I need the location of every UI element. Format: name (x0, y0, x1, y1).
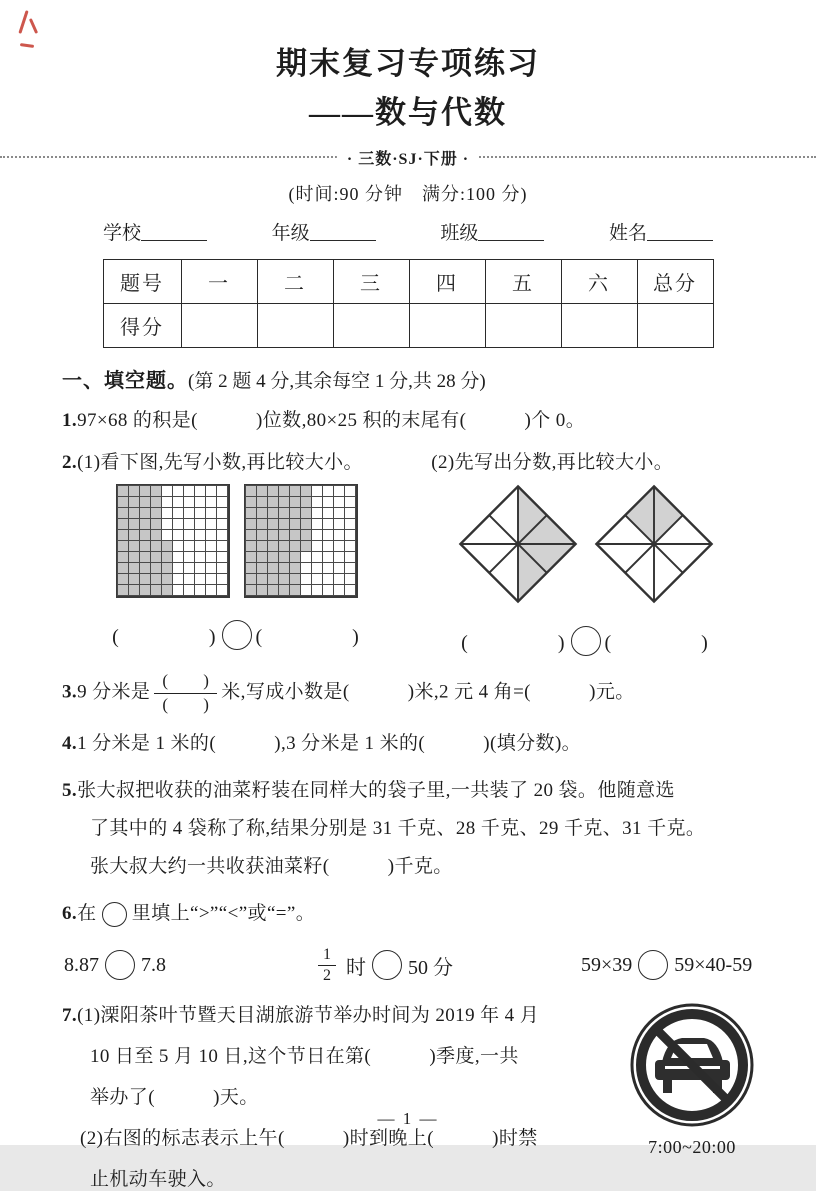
answer-blank: ( ) (255, 626, 361, 649)
comparison-circle (571, 626, 601, 656)
question-2 (62, 448, 760, 477)
name-blank (647, 225, 713, 241)
comparison-1-left: 8.87 (64, 953, 99, 976)
question-2-part2: (2)先写出分数,再比较大小。 (431, 452, 674, 474)
question-7-number: 7. (62, 1005, 78, 1027)
question-7-line1 (62, 1000, 637, 1027)
question-6-comparisons (62, 946, 760, 984)
school-blank (141, 225, 207, 241)
section-1-title: 一、填空题。 (62, 370, 188, 392)
grid-cell (344, 584, 356, 596)
fraction-numerator: 1 (318, 946, 336, 966)
fraction-blank-denominator: ( ) (162, 694, 210, 714)
edition-label: · 三数·SJ·下册 · (337, 146, 479, 169)
question-5 (62, 772, 760, 886)
class-label: 班级 (440, 223, 479, 244)
fraction-diamonds-figure (411, 484, 760, 656)
question-6-number: 6. (62, 902, 78, 924)
score-row-label: 得分 (103, 304, 181, 348)
score-cell (485, 304, 561, 348)
question-2-part1: (1)看下图,先写小数,再比较大小。 (77, 452, 363, 474)
question-4-text: 1 分米是 1 米的( ),3 分米是 1 米的( )(填分数)。 (77, 733, 582, 755)
question-5-text1: 张大叔把收获的油菜籽装在同样大的袋子里,一共装了 20 袋。他随意选 (77, 779, 675, 801)
sign-time-label: 7:00~20:00 (648, 1137, 736, 1158)
time-score-meta: (时间:90 分钟 满分:100 分) (288, 184, 528, 204)
score-col-4: 四 (409, 260, 485, 304)
school-label: 学校 (103, 223, 142, 244)
question-1 (62, 406, 760, 435)
question-2-figures (62, 484, 760, 656)
comparison-circle (222, 620, 252, 650)
comparison-3-right: 59×40-59 (674, 953, 753, 976)
name-field (609, 218, 713, 245)
fraction-blank-numerator: ( ) (154, 672, 217, 694)
score-cell (257, 304, 333, 348)
school-field (103, 218, 207, 245)
comparison-circle (105, 950, 135, 980)
question-3 (62, 672, 760, 714)
red-pen-marks (16, 8, 46, 64)
page-number: — 1 — (377, 1109, 439, 1128)
question-7-line2: 10 日至 5 月 10 日,这个节日在第( )季度,一共 (90, 1046, 519, 1068)
score-col-6: 六 (561, 260, 637, 304)
hundred-grid-1 (116, 484, 230, 598)
score-cell (333, 304, 409, 348)
score-col-5: 五 (485, 260, 561, 304)
grids-answer-line (112, 620, 361, 650)
question-5-line1 (62, 772, 760, 810)
question-3-post: 米,写成小数是( )米,2 元 4 角=( )元。 (221, 681, 635, 703)
answer-blank: ( ) (461, 632, 567, 655)
decimal-grids-figure (62, 484, 411, 656)
comparison-3-left: 59×39 (581, 953, 633, 976)
question-6-pre: 在 (77, 902, 97, 924)
score-table (103, 259, 714, 348)
question-5-line2: 了其中的 4 袋称了称,结果分别是 31 千克、28 千克、29 千克、31 千克。 (90, 817, 706, 839)
fraction-denominator: 2 (323, 966, 331, 984)
question-4 (62, 729, 760, 758)
question-7-line5: 止机动车驶入。 (90, 1169, 226, 1191)
header-divider (0, 148, 816, 166)
score-cell (637, 304, 713, 348)
fraction-blank (154, 672, 217, 714)
score-cell (409, 304, 485, 348)
diamonds-answer-line (461, 626, 710, 656)
comparison-2 (314, 946, 453, 984)
grade-blank (310, 225, 376, 241)
question-6-post: 里填上“>”“<”或“=”。 (131, 902, 316, 924)
question-7-line3: 举办了( )天。 (90, 1087, 259, 1109)
score-col-3: 三 (333, 260, 409, 304)
question-2-number: 2. (62, 452, 78, 474)
paper-title-line1: 期末复习专项练习 (276, 46, 540, 81)
comparison-circle (638, 950, 668, 980)
comparison-circle (372, 950, 402, 980)
score-col-label: 题号 (103, 260, 181, 304)
comparison-1 (64, 950, 166, 980)
traffic-sign-figure (626, 1000, 758, 1158)
comparison-circle (102, 902, 127, 927)
name-label: 姓名 (608, 223, 647, 244)
score-col-1: 一 (181, 260, 257, 304)
grade-field (272, 218, 376, 245)
question-7-text1: (1)溧阳茶叶节暨天目湖旅游节举办时间为 2019 年 4 月 (77, 1005, 540, 1027)
question-1-number: 1. (62, 410, 78, 431)
question-3-number: 3. (62, 681, 78, 703)
question-7-line4: (2)右图的标志表示上午( )时到晚上( )时禁 (80, 1128, 538, 1150)
question-1-text: 97×68 的积是( )位数,80×25 积的末尾有( )个 0。 (77, 410, 586, 431)
class-blank (478, 225, 544, 241)
question-3-pre: 9 分米是 (77, 681, 151, 703)
question-6 (62, 899, 760, 928)
question-5-line3: 张大叔大约一共收获油菜籽( )千克。 (90, 855, 453, 877)
student-info-row (103, 218, 713, 245)
paper-title-line2: ——数与代数 (309, 95, 507, 130)
comparison-3 (581, 950, 752, 980)
one-half-fraction (318, 946, 336, 984)
class-field (440, 218, 544, 245)
score-table-score-row (103, 304, 713, 348)
score-table-header-row (103, 260, 713, 304)
comparison-1-right: 7.8 (141, 953, 166, 976)
section-1-note: (第 2 题 4 分,其余每空 1 分,共 28 分) (188, 371, 486, 392)
section-1-heading (62, 364, 760, 393)
score-col-total: 总分 (637, 260, 713, 304)
score-cell (181, 304, 257, 348)
question-5-number: 5. (62, 779, 78, 801)
question-7 (62, 1000, 760, 1191)
answer-blank: ( ) (112, 626, 218, 649)
grade-label: 年级 (271, 223, 310, 244)
hundred-grid-2 (244, 484, 358, 598)
question-4-number: 4. (62, 733, 78, 755)
grid-cell (216, 584, 228, 596)
score-col-2: 二 (257, 260, 333, 304)
comparison-2-right: 50 分 (408, 956, 453, 979)
diamond-figure-2 (594, 484, 714, 604)
comparison-2-unit: 时 (346, 956, 366, 979)
answer-blank: ( ) (604, 632, 710, 655)
diamond-figure-1 (458, 484, 578, 604)
score-cell (561, 304, 637, 348)
